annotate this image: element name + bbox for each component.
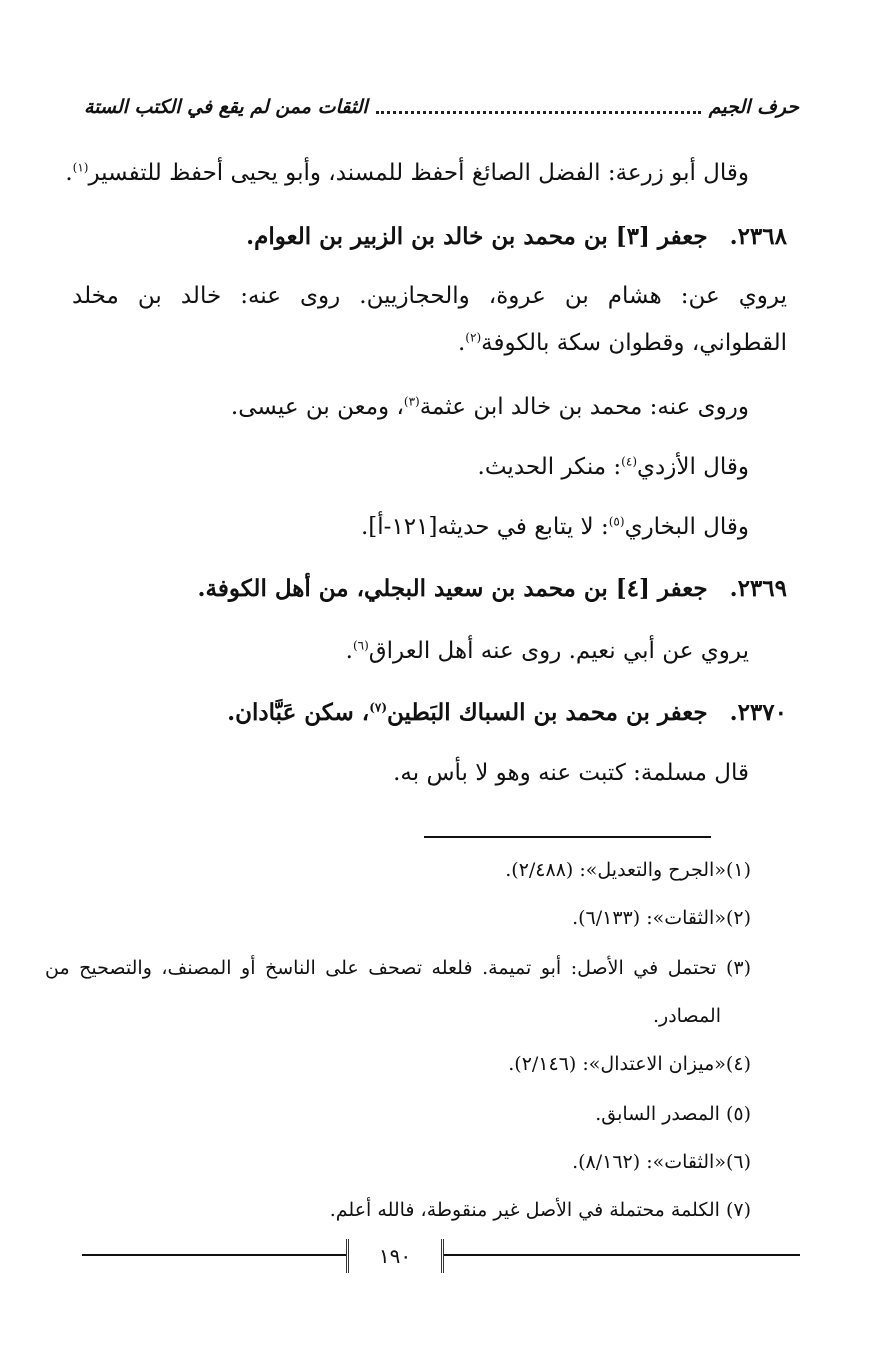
- entry-number: ٢٣٧٠.: [729, 699, 787, 726]
- footnote-5: (٥) المصدر السابق.: [595, 1103, 751, 1125]
- text-line: وقال البخاري$^{(٥)}$: لا يتابع في حديثه[١٢١-أ].: [361, 514, 749, 540]
- text-line: وقال أبو زرعة: الفضل الصائغ أحفظ للمسند، وأبو يحيى أحفظ للتفسير$^{(١)}$.: [65, 160, 749, 186]
- text-line: يروي عن: هشام بن عروة، والحجازيين. روى عنه: خالد بن مخلد: [72, 283, 787, 309]
- footnote-7: (٧) الكلمة محتملة في الأصل غير منقوطة، فالله أعلم.: [329, 1199, 751, 1221]
- text-line: وقال الأزدي$^{(٤)}$: منكر الحديث.: [477, 454, 749, 480]
- footnote-ref: (١): [72, 160, 89, 175]
- footnote-ref: (٢): [465, 330, 482, 345]
- entry-title: جعفر بن محمد بن السباك البَطين: [387, 699, 708, 726]
- header-dots: [376, 111, 701, 114]
- entry-2369: [198, 574, 787, 604]
- running-header: [84, 92, 799, 122]
- entry-number: ٢٣٦٩.: [729, 575, 787, 602]
- footnote-3-cont: المصادر.: [653, 1005, 721, 1027]
- entry-title: جعفر [٣] بن محمد بن خالد بن الزبير بن العوام.: [246, 223, 708, 250]
- text-line: القطواني، وقطوان سكة بالكوفة$^{(٢)}$.: [457, 330, 787, 356]
- page-number: ١٩٠: [346, 1239, 444, 1273]
- footnote-ref: (٤): [621, 454, 637, 469]
- entry-number: ٢٣٦٨.: [729, 223, 787, 250]
- text-line: وروى عنه: محمد بن خالد ابن عثمة$^{(٣)}$، ومعن بن عيسى.: [230, 394, 749, 420]
- footnote-1: (١)«الجرح والتعديل»: (٢/٤٨٨).: [505, 859, 751, 881]
- text-line: قال مسلمة: كتبت عنه وهو لا بأس به.: [393, 760, 749, 786]
- footnote-6: (٦)«الثقات»: (٨/١٦٢).: [572, 1151, 751, 1173]
- footnote-ref: (٥): [608, 514, 625, 529]
- footnote-3: (٣) تحتمل في الأصل: أبو تميمة. فلعله تصحف على الناسخ أو المصنف، والتصحيح من: [45, 957, 751, 979]
- text-line: يروي عن أبي نعيم. روى عنه أهل العراق$^{(٦)}$.: [345, 638, 749, 664]
- book-title: الثقات ممن لم يقع في الكتب الستة: [84, 96, 368, 118]
- footnote-ref: (٦): [352, 638, 369, 653]
- footnote-ref: (٣): [403, 394, 420, 409]
- entry-title: جعفر [٤] بن محمد بن سعيد البجلي، من أهل الكوفة.: [197, 575, 708, 602]
- footnote-4: (٤)«ميزان الاعتدال»: (٢/١٤٦).: [508, 1053, 751, 1075]
- entry-2370: ٢٣٧٠.جعفر بن محمد بن السباك البَطين$^{(٧)}$، سكن عَبَّادان.: [227, 699, 787, 726]
- entry-2368: [246, 222, 787, 252]
- footnote-ref: (٧): [369, 700, 388, 715]
- footnote-2: (٢)«الثقات»: (٦/١٣٣).: [572, 907, 751, 929]
- footnote-separator: [424, 836, 711, 838]
- chapter-title: حرف الجيم: [708, 96, 799, 118]
